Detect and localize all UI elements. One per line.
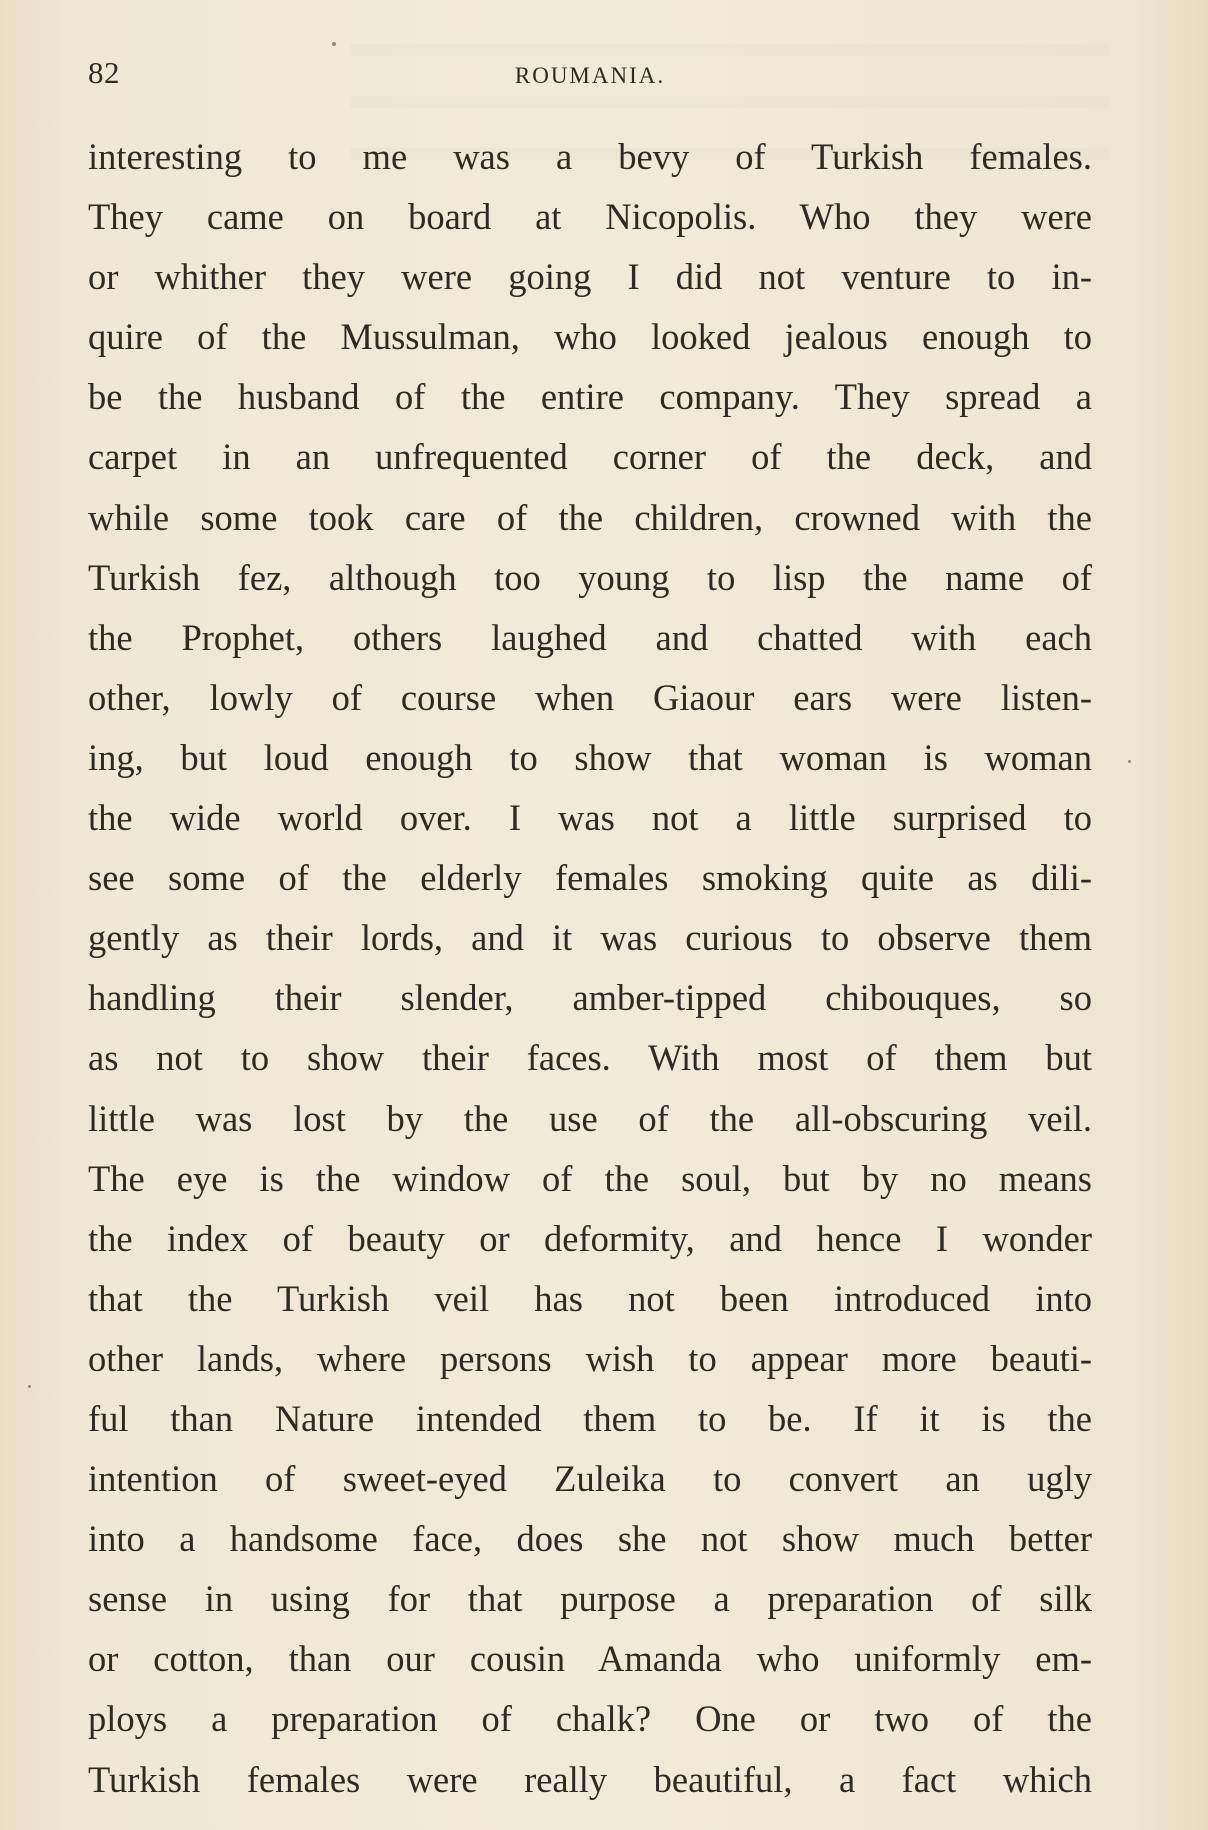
text-line: into a handsome face, does she not show much better (88, 1518, 1092, 1560)
text-line: quire of the Mussulman, who looked jealous enough to (88, 316, 1092, 358)
text-line: as not to show their faces. With most of them but (88, 1037, 1092, 1079)
body-text (88, 127, 1092, 1810)
text-line: They came on board at Nicopolis. Who they were (88, 196, 1092, 238)
text-line: ful than Nature intended them to be. If it is the (88, 1397, 1092, 1439)
text-line: Turkish fez, although too young to lisp the name of (88, 556, 1092, 598)
text-line: while some took care of the children, crowned with the (88, 496, 1092, 538)
text-line: or whither they were going I did not venture to in- (88, 256, 1092, 298)
text-line: intention of sweet-eyed Zuleika to convert an ugly (88, 1458, 1092, 1500)
text-line: be the husband of the entire company. They spread a (88, 376, 1092, 418)
text-line: interesting to me was a bevy of Turkish females. (88, 136, 1092, 177)
text-line: or cotton, than our cousin Amanda who uniformly em- (88, 1638, 1092, 1680)
page-number: 82 (88, 55, 120, 90)
text-line: The eye is the window of the soul, but by no means (88, 1157, 1092, 1199)
text-line: handling their slender, amber-tipped chibouques, so (88, 977, 1092, 1019)
text-line: ing, but loud enough to show that woman is woman (88, 736, 1092, 778)
page-header (88, 48, 1092, 98)
ink-speck (28, 1385, 31, 1388)
text-line: Turkish females were really beautiful, a fact which (88, 1758, 1092, 1800)
ink-speck (1128, 760, 1131, 763)
running-head: ROUMANIA. (514, 63, 666, 88)
text-line: ploys a preparation of chalk? One or two of the (88, 1698, 1092, 1740)
text-line: the Prophet, others laughed and chatted with each (88, 616, 1092, 658)
text-line: little was lost by the use of the all-obscuring veil. (88, 1097, 1092, 1139)
text-line: see some of the elderly females smoking quite as dili- (88, 857, 1092, 899)
text-line: carpet in an unfrequented corner of the deck, and (88, 436, 1092, 478)
text-line: the index of beauty or deformity, and hence I wonder (88, 1217, 1092, 1259)
text-line: sense in using for that purpose a preparation of silk (88, 1578, 1092, 1620)
text-line: the wide world over. I was not a little surprised to (88, 797, 1092, 839)
text-line: other lands, where persons wish to appear more beauti- (88, 1337, 1092, 1379)
text-line: gently as their lords, and it was curious to observe them (88, 917, 1092, 959)
ink-speck (332, 42, 336, 46)
text-line: that the Turkish veil has not been introduced into (88, 1277, 1092, 1319)
text-line: other, lowly of course when Giaour ears were listen- (88, 676, 1092, 718)
